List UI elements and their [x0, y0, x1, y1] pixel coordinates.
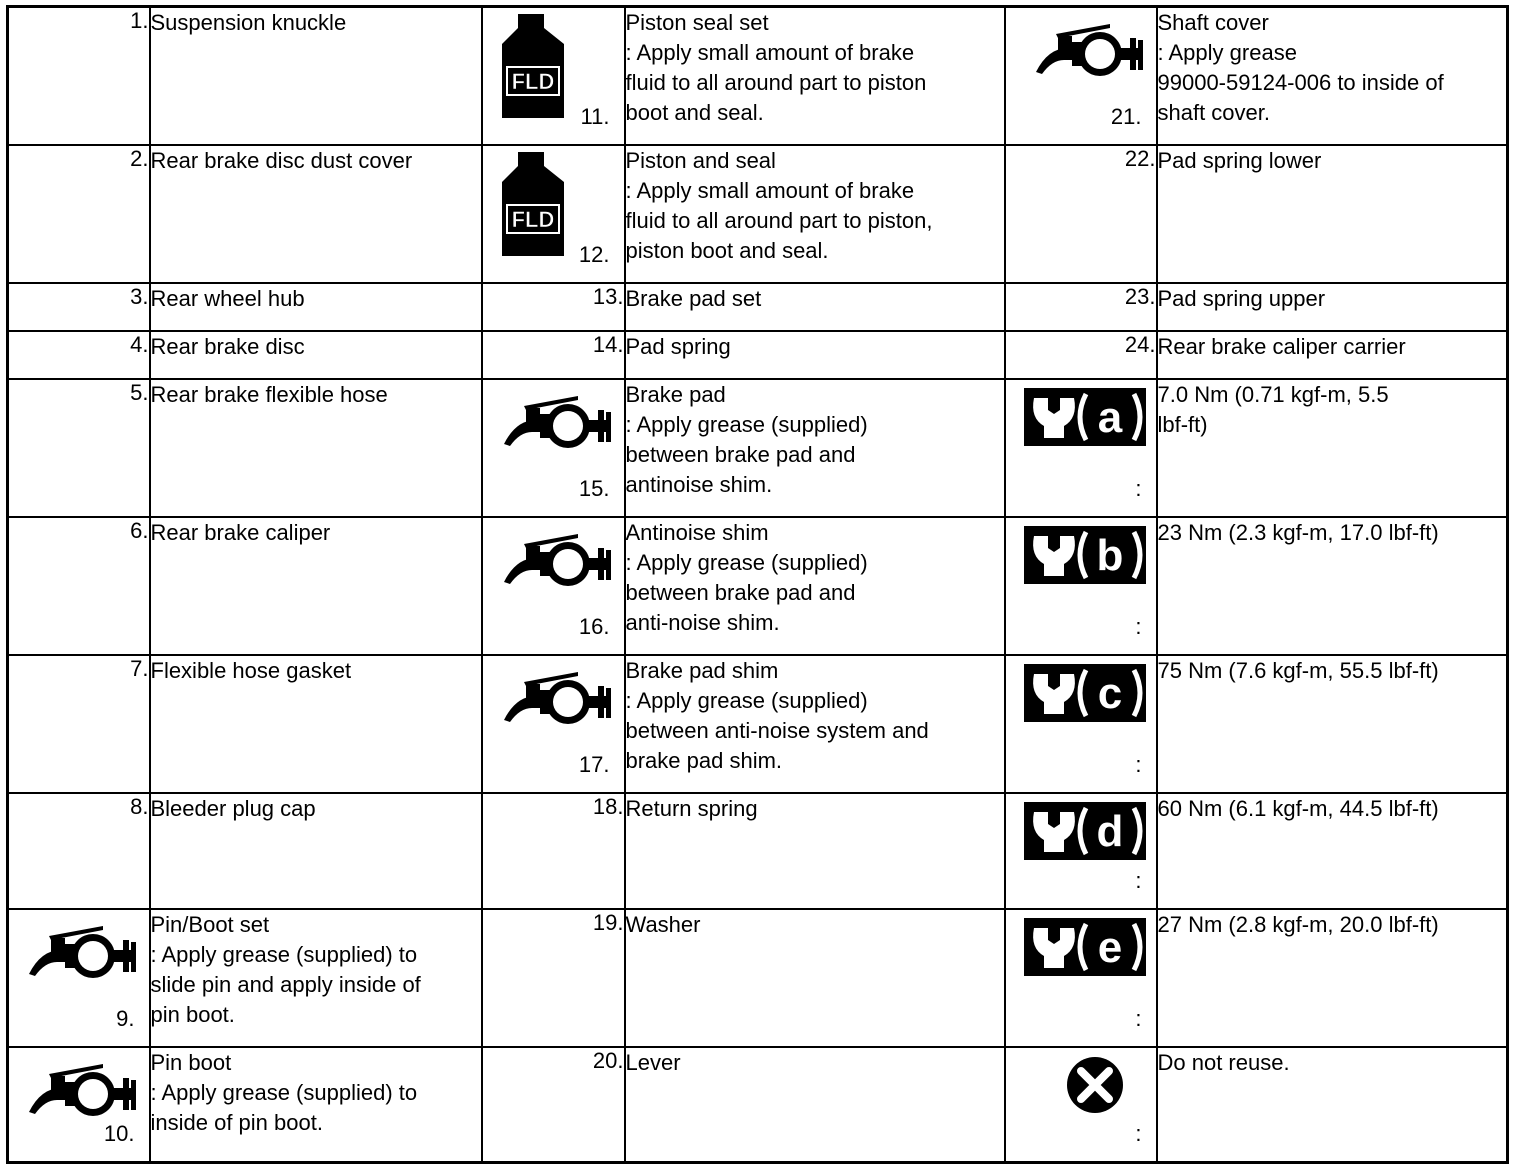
item-number: 9. — [116, 1005, 135, 1031]
item-note-line: piston boot and seal. — [625, 237, 829, 263]
item-number-cell — [8, 145, 150, 283]
item-number: 3. — [130, 283, 149, 309]
item-number: 22. — [1124, 145, 1156, 171]
item-name: Washer — [625, 911, 701, 937]
torque-letter: b — [1096, 530, 1123, 580]
item-description-cell — [625, 145, 1005, 283]
torque-letter: e — [1097, 922, 1122, 972]
grease-icon — [27, 916, 137, 982]
item-number: 1. — [130, 8, 149, 33]
item-number-cell — [1005, 1047, 1157, 1163]
item-number: 18. — [592, 793, 624, 819]
item-note-line: between brake pad and — [625, 579, 856, 605]
item-number: 20. — [592, 1047, 624, 1073]
item-note-line: anti-noise shim. — [625, 609, 780, 635]
item-name: Antinoise shim — [625, 519, 769, 545]
item-note-line: fluid to all around part to piston — [625, 70, 927, 95]
item-description-cell — [150, 793, 482, 909]
item-number-cell — [482, 793, 625, 909]
torque-letter: d — [1096, 806, 1123, 856]
legend-row — [8, 655, 1508, 793]
grease-icon — [502, 386, 612, 452]
item-number-cell — [1005, 793, 1157, 909]
fluid-icon — [500, 152, 566, 256]
item-name: Rear brake disc — [150, 333, 305, 359]
item-number-cell — [8, 909, 150, 1047]
item-number-cell — [482, 909, 625, 1047]
item-description-cell — [625, 517, 1005, 655]
item-note-line: antinoise shim. — [625, 471, 773, 497]
item-description-cell — [625, 1047, 1005, 1163]
item-description-cell — [150, 7, 482, 145]
item-name: Flexible hose gasket — [150, 657, 352, 683]
item-note-line: 99000-59124-006 to inside of — [1157, 70, 1444, 95]
item-description-cell — [625, 379, 1005, 517]
item-description-cell — [150, 331, 482, 379]
item-name: Do not reuse. — [1157, 1049, 1290, 1075]
parts-legend-table — [6, 5, 1509, 1164]
item-description-cell — [1157, 517, 1508, 655]
grease-icon — [27, 1054, 137, 1120]
item-description-cell — [1157, 909, 1508, 1047]
item-description-cell — [1157, 1047, 1508, 1163]
item-number: 11. — [580, 103, 610, 129]
item-number-cell — [8, 7, 150, 145]
item-number: 17. — [578, 751, 610, 777]
item-number-cell — [8, 283, 150, 331]
item-name: 75 Nm (7.6 kgf-m, 55.5 lbf-ft) — [1157, 657, 1439, 683]
item-name: Pad spring upper — [1157, 285, 1326, 311]
item-name: Lever — [625, 1049, 681, 1075]
item-number-cell — [482, 145, 625, 283]
item-description-cell — [150, 655, 482, 793]
icon-label: FLD — [511, 69, 554, 94]
fluid-icon — [500, 14, 566, 118]
item-note-line: lbf-ft) — [1157, 411, 1208, 437]
item-number-cell — [8, 1047, 150, 1163]
item-note-line: : Apply grease (supplied) to — [150, 941, 418, 967]
item-note-line: : Apply small amount of brake — [625, 40, 915, 65]
legend-row — [8, 7, 1508, 145]
item-name: 60 Nm (6.1 kgf-m, 44.5 lbf-ft) — [1157, 795, 1439, 821]
item-note-line: : Apply grease (supplied) — [625, 411, 868, 437]
item-name: 23 Nm (2.3 kgf-m, 17.0 lbf-ft) — [1157, 519, 1439, 545]
item-note-line: : Apply grease (supplied) to — [150, 1079, 418, 1105]
icon-label: FLD — [511, 206, 554, 232]
item-number-cell — [1005, 145, 1157, 283]
torque-icon — [1024, 918, 1146, 976]
item-number-cell — [482, 517, 625, 655]
item-name: Brake pad shim — [625, 657, 779, 683]
item-number: 19. — [592, 909, 624, 935]
item-number: 24. — [1124, 331, 1156, 357]
item-number: 15. — [578, 475, 610, 501]
item-number: 6. — [130, 517, 149, 543]
item-note-line: between brake pad and — [625, 441, 856, 467]
item-number-cell — [8, 793, 150, 909]
item-number: 14. — [592, 331, 624, 357]
item-note-line: fluid to all around part to piston, — [625, 207, 933, 233]
item-number-cell — [8, 331, 150, 379]
item-number: : — [1135, 867, 1142, 893]
legend-row — [8, 909, 1508, 1047]
item-name: Rear brake flexible hose — [150, 381, 388, 407]
legend-row — [8, 1047, 1508, 1163]
item-note-line: : Apply grease — [1157, 40, 1297, 65]
item-number-cell — [1005, 517, 1157, 655]
item-number-cell — [482, 283, 625, 331]
item-note-line: : Apply grease (supplied) — [625, 687, 868, 713]
item-note-line: slide pin and apply inside of — [150, 971, 421, 997]
item-note-line: boot and seal. — [625, 100, 764, 125]
item-number: 7. — [130, 655, 149, 681]
item-number: 2. — [130, 145, 149, 171]
torque-icon — [1024, 388, 1146, 446]
legend-row — [8, 331, 1508, 379]
item-name: Suspension knuckle — [150, 10, 347, 35]
legend-body — [8, 7, 1508, 1163]
item-name: Brake pad — [625, 381, 726, 407]
item-number: : — [1135, 1121, 1142, 1146]
item-number-cell — [1005, 655, 1157, 793]
item-number: 23. — [1124, 283, 1156, 309]
item-description-cell — [1157, 379, 1508, 517]
item-number: 10. — [103, 1121, 135, 1146]
item-description-cell — [150, 379, 482, 517]
item-description-cell — [625, 655, 1005, 793]
grease-icon — [1034, 14, 1144, 80]
legend-row — [8, 517, 1508, 655]
item-number-cell — [1005, 331, 1157, 379]
item-description-cell — [625, 7, 1005, 145]
item-number: 12. — [578, 241, 610, 267]
item-note-line: between anti-noise system and — [625, 717, 929, 743]
item-number: : — [1135, 751, 1142, 777]
item-name: Pin boot — [150, 1049, 232, 1075]
item-number-cell — [1005, 909, 1157, 1047]
item-name: 7.0 Nm (0.71 kgf-m, 5.5 — [1157, 381, 1389, 407]
item-number-cell — [8, 379, 150, 517]
item-note-line: : Apply small amount of brake — [625, 177, 915, 203]
item-name: Pad spring lower — [1157, 147, 1322, 173]
item-number: : — [1135, 613, 1142, 639]
item-number-cell — [1005, 7, 1157, 145]
item-note-line: inside of pin boot. — [150, 1109, 323, 1135]
item-name: Rear wheel hub — [150, 285, 305, 311]
item-description-cell — [150, 909, 482, 1047]
item-description-cell — [625, 283, 1005, 331]
item-description-cell — [150, 517, 482, 655]
item-note-line: pin boot. — [150, 1001, 235, 1027]
item-description-cell — [1157, 283, 1508, 331]
item-description-cell — [1157, 793, 1508, 909]
item-description-cell — [1157, 331, 1508, 379]
item-note-line: brake pad shim. — [625, 747, 783, 773]
item-name: Rear brake caliper — [150, 519, 331, 545]
item-number: 5. — [130, 379, 149, 405]
item-number-cell — [482, 7, 625, 145]
item-name: 27 Nm (2.8 kgf-m, 20.0 lbf-ft) — [1157, 911, 1439, 937]
item-name: Brake pad set — [625, 285, 762, 311]
do-not-reuse-icon — [1066, 1056, 1124, 1114]
item-description-cell — [150, 1047, 482, 1163]
legend-row — [8, 379, 1508, 517]
item-number-cell — [8, 655, 150, 793]
item-number-cell — [8, 517, 150, 655]
item-name: Shaft cover — [1157, 10, 1269, 35]
item-number-cell — [1005, 379, 1157, 517]
item-number-cell — [482, 379, 625, 517]
item-description-cell — [625, 331, 1005, 379]
item-number-cell — [1005, 283, 1157, 331]
legend-row — [8, 283, 1508, 331]
legend-row — [8, 145, 1508, 283]
torque-letter: c — [1097, 668, 1122, 718]
item-description-cell — [150, 145, 482, 283]
item-name: Bleeder plug cap — [150, 795, 316, 821]
item-description-cell — [1157, 7, 1508, 145]
item-description-cell — [625, 793, 1005, 909]
torque-icon — [1024, 664, 1146, 722]
item-description-cell — [1157, 145, 1508, 283]
item-name: Piston seal set — [625, 10, 769, 35]
item-description-cell — [625, 909, 1005, 1047]
item-number: 4. — [130, 331, 149, 357]
item-number: 8. — [130, 793, 149, 819]
item-number-cell — [482, 655, 625, 793]
grease-icon — [502, 524, 612, 590]
item-name: Rear brake caliper carrier — [1157, 333, 1406, 359]
item-number-cell — [482, 1047, 625, 1163]
item-note-line: shaft cover. — [1157, 100, 1271, 125]
legend-row — [8, 793, 1508, 909]
item-name: Pin/Boot set — [150, 911, 270, 937]
item-name: Piston and seal — [625, 147, 776, 173]
torque-icon — [1024, 526, 1146, 584]
item-number-cell — [482, 331, 625, 379]
item-description-cell — [150, 283, 482, 331]
item-note-line: : Apply grease (supplied) — [625, 549, 868, 575]
grease-icon — [502, 662, 612, 728]
item-name: Rear brake disc dust cover — [150, 147, 413, 173]
torque-icon — [1024, 802, 1146, 860]
item-number: : — [1135, 1005, 1142, 1031]
item-number: : — [1135, 475, 1142, 501]
item-number: 16. — [578, 613, 610, 639]
torque-letter: a — [1097, 392, 1122, 442]
item-number: 21. — [1110, 103, 1142, 129]
item-name: Pad spring — [625, 333, 731, 359]
item-number: 13. — [592, 283, 624, 309]
item-description-cell — [1157, 655, 1508, 793]
item-name: Return spring — [625, 795, 758, 821]
